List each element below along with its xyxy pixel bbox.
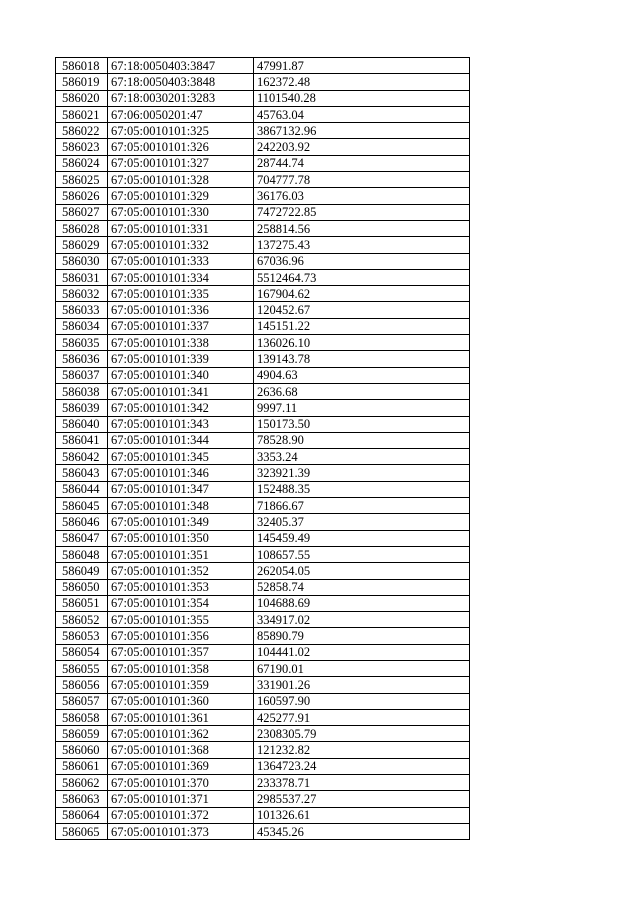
cell-id: 586034: [56, 318, 108, 334]
table-row: [56, 269, 470, 285]
cell-cadastral-number: 67:05:0010101:353: [108, 579, 254, 595]
cell-cadastral-number: 67:05:0010101:342: [108, 400, 254, 416]
cell-value: 145151.22: [254, 318, 470, 334]
cell-cadastral-number: 67:05:0010101:351: [108, 546, 254, 562]
cell-cadastral-number: 67:05:0010101:373: [108, 823, 254, 839]
cell-id: 586026: [56, 188, 108, 204]
table-row: [56, 693, 470, 709]
cell-cadastral-number: 67:06:0050201:47: [108, 106, 254, 122]
cell-value: 120452.67: [254, 302, 470, 318]
cell-cadastral-number: 67:05:0010101:337: [108, 318, 254, 334]
cell-id: 586054: [56, 644, 108, 660]
cell-value: 331901.26: [254, 677, 470, 693]
cell-id: 586057: [56, 693, 108, 709]
cell-id: 586020: [56, 90, 108, 106]
table-row: [56, 563, 470, 579]
cell-id: 586041: [56, 432, 108, 448]
cell-cadastral-number: 67:05:0010101:354: [108, 595, 254, 611]
cell-id: 586051: [56, 595, 108, 611]
cell-id: 586033: [56, 302, 108, 318]
table-row: [56, 302, 470, 318]
table-row: [56, 335, 470, 351]
cell-cadastral-number: 67:05:0010101:332: [108, 237, 254, 253]
cell-cadastral-number: 67:05:0010101:335: [108, 286, 254, 302]
cell-value: 4904.63: [254, 367, 470, 383]
cell-cadastral-number: 67:05:0010101:368: [108, 742, 254, 758]
cell-cadastral-number: 67:05:0010101:340: [108, 367, 254, 383]
table-row: [56, 123, 470, 139]
cell-value: 152488.35: [254, 481, 470, 497]
cell-value: 104688.69: [254, 595, 470, 611]
cell-id: 586062: [56, 775, 108, 791]
table-row: [56, 416, 470, 432]
cell-value: 334917.02: [254, 612, 470, 628]
cell-cadastral-number: 67:05:0010101:359: [108, 677, 254, 693]
cell-id: 586063: [56, 791, 108, 807]
cell-id: 586052: [56, 612, 108, 628]
cell-id: 586042: [56, 449, 108, 465]
table-row: [56, 742, 470, 758]
cell-id: 586047: [56, 530, 108, 546]
cell-value: 1364723.24: [254, 758, 470, 774]
cell-cadastral-number: 67:05:0010101:327: [108, 155, 254, 171]
table-row: [56, 709, 470, 725]
table-row: [56, 286, 470, 302]
cell-id: 586050: [56, 579, 108, 595]
cell-value: 1101540.28: [254, 90, 470, 106]
cell-id: 586027: [56, 204, 108, 220]
cell-value: 323921.39: [254, 465, 470, 481]
table-row: [56, 253, 470, 269]
cell-cadastral-number: 67:18:0050403:3848: [108, 74, 254, 90]
table-row: [56, 449, 470, 465]
cell-cadastral-number: 67:05:0010101:328: [108, 172, 254, 188]
cell-cadastral-number: 67:05:0010101:344: [108, 432, 254, 448]
cell-cadastral-number: 67:05:0010101:336: [108, 302, 254, 318]
cell-value: 71866.67: [254, 498, 470, 514]
cell-value: 101326.61: [254, 807, 470, 823]
cell-value: 162372.48: [254, 74, 470, 90]
cell-cadastral-number: 67:05:0010101:346: [108, 465, 254, 481]
cell-cadastral-number: 67:05:0010101:331: [108, 220, 254, 236]
cell-id: 586031: [56, 269, 108, 285]
table-body: [56, 58, 470, 840]
table-row: [56, 465, 470, 481]
cell-id: 586036: [56, 351, 108, 367]
cell-value: 121232.82: [254, 742, 470, 758]
cell-cadastral-number: 67:05:0010101:329: [108, 188, 254, 204]
cell-value: 704777.78: [254, 172, 470, 188]
table-row: [56, 106, 470, 122]
table-row: [56, 318, 470, 334]
cell-value: 233378.71: [254, 775, 470, 791]
cell-value: 167904.62: [254, 286, 470, 302]
cell-cadastral-number: 67:05:0010101:362: [108, 726, 254, 742]
cell-id: 586040: [56, 416, 108, 432]
table-row: [56, 791, 470, 807]
cell-id: 586028: [56, 220, 108, 236]
cell-value: 52858.74: [254, 579, 470, 595]
table-row: [56, 775, 470, 791]
table-row: [56, 823, 470, 839]
cell-value: 5512464.73: [254, 269, 470, 285]
cell-value: 425277.91: [254, 709, 470, 725]
cell-id: 586060: [56, 742, 108, 758]
cell-cadastral-number: 67:05:0010101:370: [108, 775, 254, 791]
cell-value: 47991.87: [254, 58, 470, 74]
cell-cadastral-number: 67:18:0050403:3847: [108, 58, 254, 74]
table-row: [56, 383, 470, 399]
table-row: [56, 726, 470, 742]
table-row: [56, 481, 470, 497]
cell-id: 586048: [56, 546, 108, 562]
table-row: [56, 58, 470, 74]
cell-id: 586043: [56, 465, 108, 481]
table-row: [56, 220, 470, 236]
table-row: [56, 351, 470, 367]
cell-cadastral-number: 67:05:0010101:333: [108, 253, 254, 269]
cell-id: 586055: [56, 660, 108, 676]
cell-value: 242203.92: [254, 139, 470, 155]
cell-id: 586037: [56, 367, 108, 383]
cell-cadastral-number: 67:05:0010101:347: [108, 481, 254, 497]
cell-id: 586022: [56, 123, 108, 139]
cell-value: 45345.26: [254, 823, 470, 839]
cell-value: 7472722.85: [254, 204, 470, 220]
cell-cadastral-number: 67:05:0010101:325: [108, 123, 254, 139]
table-row: [56, 90, 470, 106]
cell-cadastral-number: 67:05:0010101:334: [108, 269, 254, 285]
cell-cadastral-number: 67:05:0010101:343: [108, 416, 254, 432]
table-row: [56, 432, 470, 448]
cell-value: 9997.11: [254, 400, 470, 416]
cell-id: 586032: [56, 286, 108, 302]
cell-cadastral-number: 67:05:0010101:338: [108, 335, 254, 351]
cell-value: 262054.05: [254, 563, 470, 579]
table-row: [56, 758, 470, 774]
table-row: [56, 628, 470, 644]
table-row: [56, 546, 470, 562]
cell-cadastral-number: 67:05:0010101:371: [108, 791, 254, 807]
cell-cadastral-number: 67:05:0010101:350: [108, 530, 254, 546]
table-row: [56, 530, 470, 546]
cell-value: 108657.55: [254, 546, 470, 562]
table-row: [56, 188, 470, 204]
cell-value: 136026.10: [254, 335, 470, 351]
table-row: [56, 514, 470, 530]
cell-cadastral-number: 67:05:0010101:348: [108, 498, 254, 514]
cell-id: 586059: [56, 726, 108, 742]
cell-id: 586058: [56, 709, 108, 725]
cell-value: 3353.24: [254, 449, 470, 465]
cell-cadastral-number: 67:05:0010101:360: [108, 693, 254, 709]
cell-cadastral-number: 67:05:0010101:361: [108, 709, 254, 725]
cell-cadastral-number: 67:05:0010101:326: [108, 139, 254, 155]
cell-cadastral-number: 67:05:0010101:345: [108, 449, 254, 465]
cell-id: 586038: [56, 383, 108, 399]
cell-cadastral-number: 67:05:0010101:339: [108, 351, 254, 367]
cell-value: 258814.56: [254, 220, 470, 236]
cell-value: 2636.68: [254, 383, 470, 399]
table-row: [56, 807, 470, 823]
data-table: [55, 57, 470, 840]
cell-value: 2985537.27: [254, 791, 470, 807]
table-row: [56, 595, 470, 611]
cell-value: 2308305.79: [254, 726, 470, 742]
cell-cadastral-number: 67:05:0010101:357: [108, 644, 254, 660]
cell-value: 67036.96: [254, 253, 470, 269]
table-row: [56, 172, 470, 188]
cell-id: 586045: [56, 498, 108, 514]
cell-id: 586024: [56, 155, 108, 171]
table-row: [56, 367, 470, 383]
cell-cadastral-number: 67:05:0010101:358: [108, 660, 254, 676]
cell-value: 150173.50: [254, 416, 470, 432]
cell-cadastral-number: 67:05:0010101:352: [108, 563, 254, 579]
cell-cadastral-number: 67:05:0010101:341: [108, 383, 254, 399]
cell-cadastral-number: 67:05:0010101:356: [108, 628, 254, 644]
cell-value: 3867132.96: [254, 123, 470, 139]
cell-value: 67190.01: [254, 660, 470, 676]
cell-value: 45763.04: [254, 106, 470, 122]
cell-cadastral-number: 67:05:0010101:372: [108, 807, 254, 823]
cell-cadastral-number: 67:05:0010101:330: [108, 204, 254, 220]
cell-id: 586035: [56, 335, 108, 351]
table-row: [56, 74, 470, 90]
cell-value: 85890.79: [254, 628, 470, 644]
cell-value: 36176.03: [254, 188, 470, 204]
table-row: [56, 204, 470, 220]
cell-id: 586056: [56, 677, 108, 693]
cell-id: 586053: [56, 628, 108, 644]
cell-value: 32405.37: [254, 514, 470, 530]
cell-id: 586029: [56, 237, 108, 253]
cell-id: 586021: [56, 106, 108, 122]
cell-id: 586030: [56, 253, 108, 269]
table-row: [56, 139, 470, 155]
table-row: [56, 677, 470, 693]
cell-value: 137275.43: [254, 237, 470, 253]
cell-id: 586039: [56, 400, 108, 416]
cell-id: 586065: [56, 823, 108, 839]
cell-id: 586061: [56, 758, 108, 774]
cell-id: 586044: [56, 481, 108, 497]
cell-cadastral-number: 67:05:0010101:369: [108, 758, 254, 774]
table-row: [56, 155, 470, 171]
cell-value: 160597.90: [254, 693, 470, 709]
table-row: [56, 612, 470, 628]
table-row: [56, 579, 470, 595]
cell-value: 104441.02: [254, 644, 470, 660]
cell-cadastral-number: 67:05:0010101:349: [108, 514, 254, 530]
cell-id: 586019: [56, 74, 108, 90]
table-row: [56, 660, 470, 676]
table-row: [56, 237, 470, 253]
cell-value: 139143.78: [254, 351, 470, 367]
table-row: [56, 400, 470, 416]
cell-cadastral-number: 67:18:0030201:3283: [108, 90, 254, 106]
cell-value: 145459.49: [254, 530, 470, 546]
table-row: [56, 498, 470, 514]
cell-id: 586064: [56, 807, 108, 823]
cell-value: 78528.90: [254, 432, 470, 448]
cell-id: 586046: [56, 514, 108, 530]
cell-id: 586049: [56, 563, 108, 579]
cell-id: 586023: [56, 139, 108, 155]
cell-value: 28744.74: [254, 155, 470, 171]
cell-cadastral-number: 67:05:0010101:355: [108, 612, 254, 628]
cell-id: 586018: [56, 58, 108, 74]
cell-id: 586025: [56, 172, 108, 188]
table-row: [56, 644, 470, 660]
